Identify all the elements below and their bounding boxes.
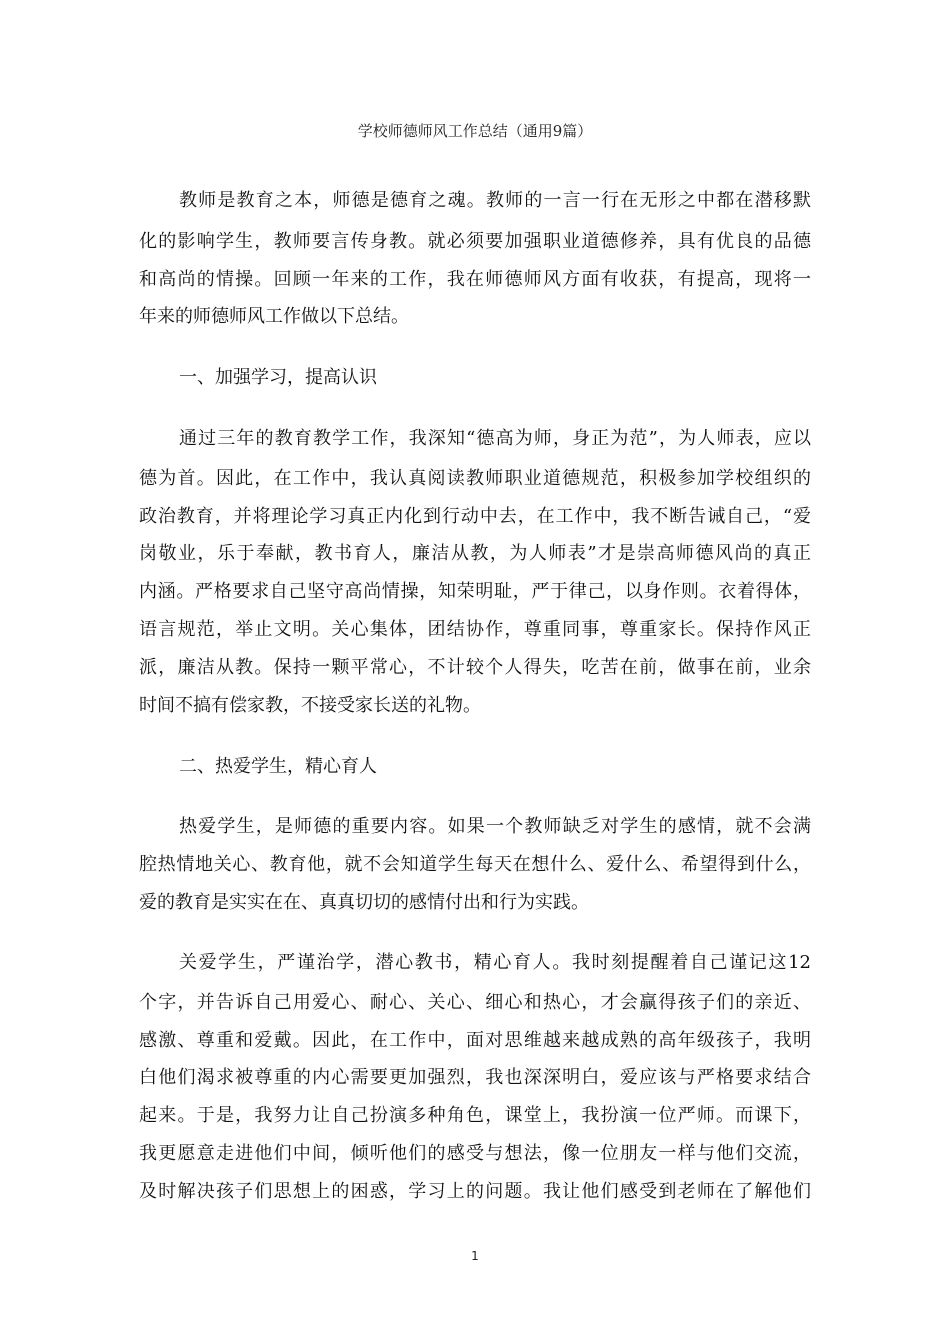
paragraph-line: 关爱学生，严谨治学，潜心教书，精心育人。我时刻提醒着自己谨记这12 [179,952,811,973]
paragraph-line: 教师是教育之本，师德是德育之魂。教师的一言一行在无形之中都在潜移默 [179,190,811,211]
paragraph-line: 通过三年的教育教学工作，我深知“德高为师，身正为范”，为人师表，应以 [179,428,811,449]
paragraph-line: 起来。于是，我努力让自己扮演多种角色，课堂上，我扮演一位严师。而课下， [139,1105,811,1126]
section-heading: 一、加强学习，提高认识 [179,367,377,388]
paragraph-line: 年来的师德师风工作做以下总结。 [139,306,409,327]
paragraph-line: 德为首。因此，在工作中，我认真阅读教师职业道德规范，积极参加学校组织的 [139,468,811,489]
paragraph-line: 感激、尊重和爱戴。因此，在工作中，面对思维越来越成熟的高年级孩子，我明 [139,1030,811,1051]
paragraph-line: 岗敬业，乐于奉献，教书育人，廉洁从教，为人师表”才是崇高师德风尚的真正 [139,543,811,564]
paragraph-line: 腔热情地关心、教育他，就不会知道学生每天在想什么、爱什么、希望得到什么， [139,854,811,875]
document-title: 学校师德师风工作总结（通用9篇） [357,122,593,140]
paragraph-line: 白他们渴求被尊重的内心需要更加强烈，我也深深明白，爱应该与严格要求结合 [139,1067,811,1088]
paragraph-line: 政治教育，并将理论学习真正内化到行动中去，在工作中，我不断告诫自己，“爱 [139,506,811,527]
paragraph-line: 派，廉洁从教。保持一颗平常心，不计较个人得失，吃苦在前，做事在前，业余 [139,657,811,678]
paragraph-line: 热爱学生，是师德的重要内容。如果一个教师缺乏对学生的感情，就不会满 [179,816,811,837]
paragraph-line: 我更愿意走进他们中间，倾听他们的感受与想法，像一位朋友一样与他们交流， [139,1143,811,1164]
paragraph-line: 内涵。严格要求自己坚守高尚情操，知荣明耻，严于律己，以身作则。衣着得体， [139,581,811,602]
paragraph-line: 时间不搞有偿家教，不接受家长送的礼物。 [139,695,481,716]
paragraph-line: 语言规范，举止文明。关心集体，团结协作，尊重同事，尊重家长。保持作风正 [139,619,811,640]
page-number: 1 [471,1249,479,1263]
paragraph-line: 化的影响学生，教师要言传身教。就必须要加强职业道德修养，具有优良的品德 [139,231,811,252]
paragraph-line: 和高尚的情操。回顾一年来的工作，我在师德师风方面有收获，有提高，现将一 [139,269,811,290]
paragraph-line: 及时解决孩子们思想上的困惑，学习上的问题。我让他们感受到老师在了解他们 [139,1181,811,1202]
section-heading: 二、热爱学生，精心育人 [179,756,377,777]
paragraph-line: 个字，并告诉自己用爱心、耐心、关心、细心和热心，才会赢得孩子们的亲近、 [139,992,811,1013]
paragraph-line: 爱的教育是实实在在、真真切切的感情付出和行为实践。 [139,892,589,913]
